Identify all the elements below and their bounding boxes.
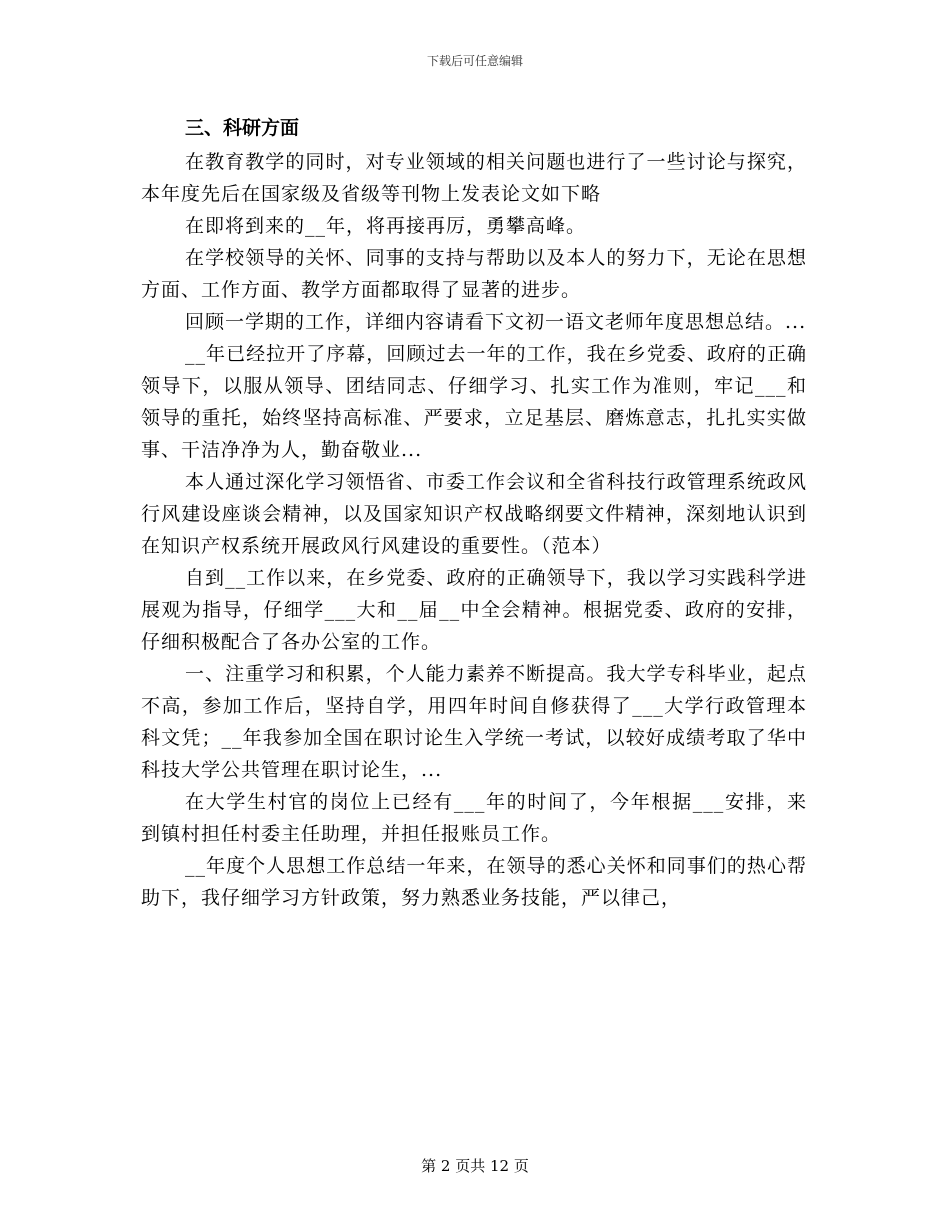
paragraph-study: 本人通过深化学习领悟省、市委工作会议和全省科技行政管理系统政风行风建设座谈会精神，以及国家知识产权战略纲要文件精神，深刻地认识到在知识产权系统开展政风行风建设的重要性。（范本） xyxy=(141,471,807,557)
paragraph-learning: 一、注重学习和积累，个人能力素养不断提高。我大学专科毕业，起点不高，参加工作后，坚持自学，用四年时间自修获得了___大学行政管理本科文凭；__年我参加全国在职讨论生入学统一考试，以较好成绩考取了华中科技大学公共管理在职讨论生，... xyxy=(141,663,807,781)
section-heading: 三、科研方面 xyxy=(185,117,300,139)
paragraph-annual-summary: __年度个人思想工作总结一年来，在领导的悉心关怀和同事们的热心帮助下，我仔细学习方针政策，努力熟悉业务技能，严以律己， xyxy=(141,855,807,909)
paragraph-progress: 在学校领导的关怀、同事的支持与帮助以及本人的努力下，无论在思想方面、工作方面、教学方面都取得了显著的进步。 xyxy=(141,247,807,301)
paragraph-since-work: 自到__工作以来，在乡党委、政府的正确领导下，我以学习实践科学进展观为指导，仔细学___大和__届__中全会精神。根据党委、政府的安排，仔细积极配合了各办公室的工作。 xyxy=(141,567,807,653)
paragraph-past-year: __年已经拉开了序幕，回顾过去一年的工作，我在乡党委、政府的正确领导下，以服从领导、团结同志、仔细学习、扎实工作为准则，牢记___和领导的重托，始终坚持高标准、严要求，立足基层、磨炼意志，扎扎实实做事、干洁净净为人，勤奋敬业... xyxy=(141,343,807,461)
page-number: 第 2 页共 12 页 xyxy=(421,1157,529,1175)
document-body xyxy=(141,112,807,914)
page-header-note: 下载后可任意编辑 xyxy=(426,54,523,68)
paragraph-research: 在教育教学的同时，对专业领域的相关问题也进行了一些讨论与探究，本年度先后在国家级及省级等刊物上发表论文如下略 xyxy=(141,151,807,205)
paragraph-review: 回顾一学期的工作，详细内容请看下文初一语文老师年度思想总结。... xyxy=(185,311,807,333)
paragraph-next-year: 在即将到来的__年，将再接再厉，勇攀高峰。 xyxy=(185,215,587,237)
paragraph-village-official: 在大学生村官的岗位上已经有___年的时间了，今年根据___安排，来到镇村担任村委主任助理，并担任报账员工作。 xyxy=(141,791,807,845)
